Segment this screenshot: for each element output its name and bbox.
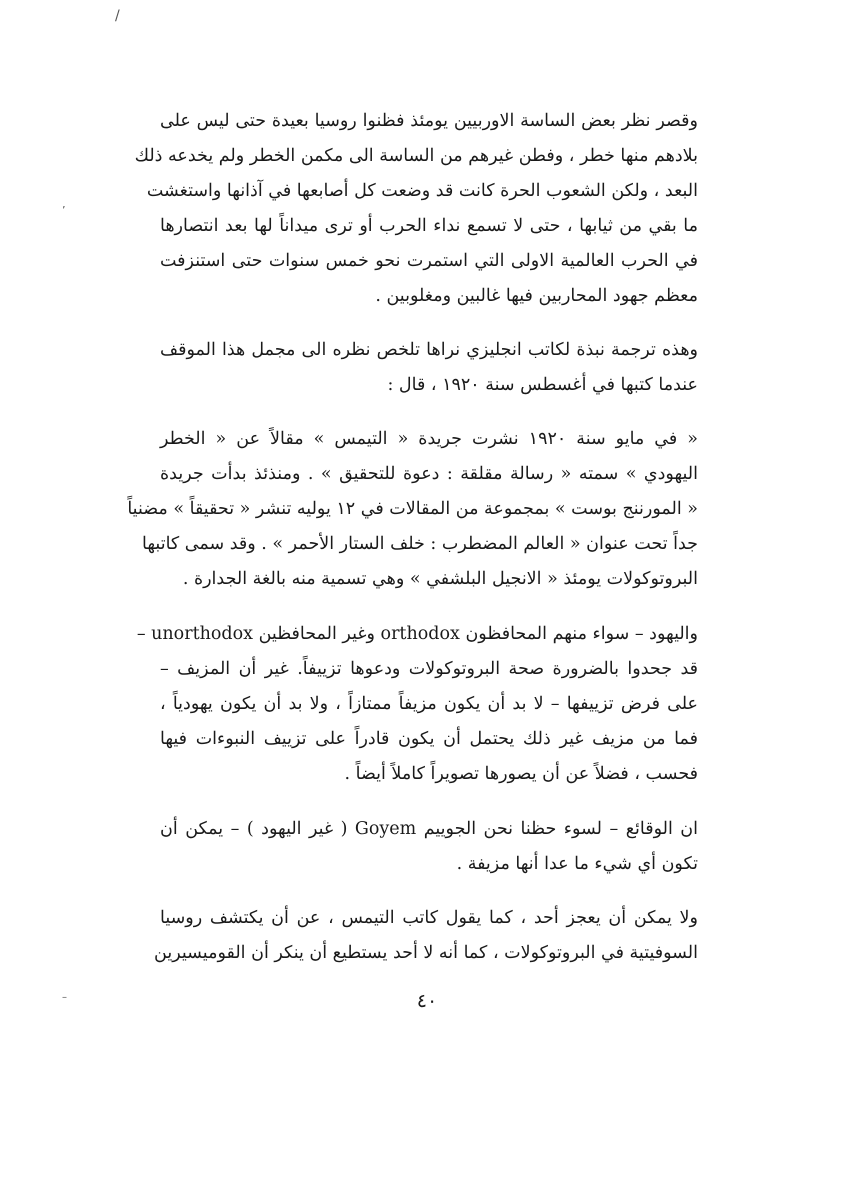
scan-mark: –	[62, 992, 67, 1003]
scan-mark: ʼ	[62, 204, 66, 217]
paragraph-1	[134, 104, 698, 314]
text-line: جداً تحت عنوان « العالم المضطرب : خلف الستار الأحمر » . وقد سمى كاتبها	[142, 534, 698, 554]
text-line: تكون أي شيء ما عدا أنها مزيفة .	[456, 854, 698, 874]
text-line: في الحرب العالمية الاولى التي استمرت نحو خمس سنوات حتى استنزفت	[160, 251, 698, 271]
text-line: على فرض تزييفها – لا بد أن يكون مزيفاً ممتازاً ، ولا بد أن يكون يهودياً ،	[160, 694, 698, 714]
text-line: بلادهم منها خطر ، وفطن غيرهم من الساسة الى مكمن الخطر ولم يخدعه ذلك	[134, 146, 698, 166]
text-line: اليهودي » سمته « رسالة مقلقة : دعوة للتحقيق » . ومنذئذ بدأت جريدة	[160, 464, 698, 484]
text-line: فحسب ، فضلاً عن أن يصورها تصويراً كاملاً أيضاً .	[344, 764, 698, 784]
text-line: البعد ، ولكن الشعوب الحرة كانت قد وضعت كل أصابعها في آذانها واستغشت	[146, 181, 698, 201]
text-line: فما من مزيف غير ذلك يحتمل أن يكون قادراً على تزييف النبوءات فيها	[160, 729, 698, 749]
page-number: ٤٠	[416, 990, 438, 1012]
text-line: ولا يمكن أن يعجز أحد ، كما يقول كاتب التيمس ، عن أن يكتشف روسيا	[160, 908, 698, 928]
text-line: « في مايو سنة ١٩٢٠ نشرت جريدة « التيمس » مقالاً عن « الخطر	[160, 429, 698, 449]
paragraph-6	[154, 901, 698, 971]
text-line: « المورننج بوست » بمجموعة من المقالات في ١٢ يوليه تنشر « تحقيقاً » مضنياً	[127, 499, 698, 519]
paragraph-4	[136, 617, 698, 792]
text-line: معظم جهود المحاربين فيها غالبين ومغلوبين .	[375, 286, 698, 306]
text-line: عندما كتبها في أغسطس سنة ١٩٢٠ ، قال :	[387, 375, 698, 395]
paragraph-2	[160, 333, 698, 403]
paragraph-3-quote	[127, 422, 698, 597]
text-line: قد جحدوا بالضرورة صحة البروتوكولات ودعوها تزييفاً. غير أن المزيف –	[160, 659, 698, 679]
text-line: ان الوقائع – لسوء حظنا نحن الجوييم Goyem ( غير اليهود ) – يمكن أن	[160, 819, 699, 839]
text-line: ما بقي من ثيابها ، حتى لا تسمع نداء الحرب أو ترى ميداناً لها بعد انتصارها	[160, 216, 698, 236]
scan-mark: /	[115, 8, 120, 24]
text-line: واليهود – سواء منهم المحافظون orthodox وغير المحافظين unorthodox –	[136, 624, 698, 644]
text-line: وقصر نظر بعض الساسة الاوربيين يومئذ فظنوا روسيا بعيدة حتى ليس على	[160, 111, 698, 131]
paragraph-5	[160, 812, 698, 882]
text-line: البروتوكولات يومئذ « الانجيل البلشفي » وهي تسمية منه بالغة الجدارة .	[182, 569, 698, 589]
text-line: وهذه ترجمة نبذة لكاتب انجليزي نراها تلخص نظره الى مجمل هذا الموقف	[160, 340, 698, 360]
text-line: السوفيتية في البروتوكولات ، كما أنه لا أحد يستطيع أن ينكر أن القوميسيرين	[154, 943, 698, 963]
